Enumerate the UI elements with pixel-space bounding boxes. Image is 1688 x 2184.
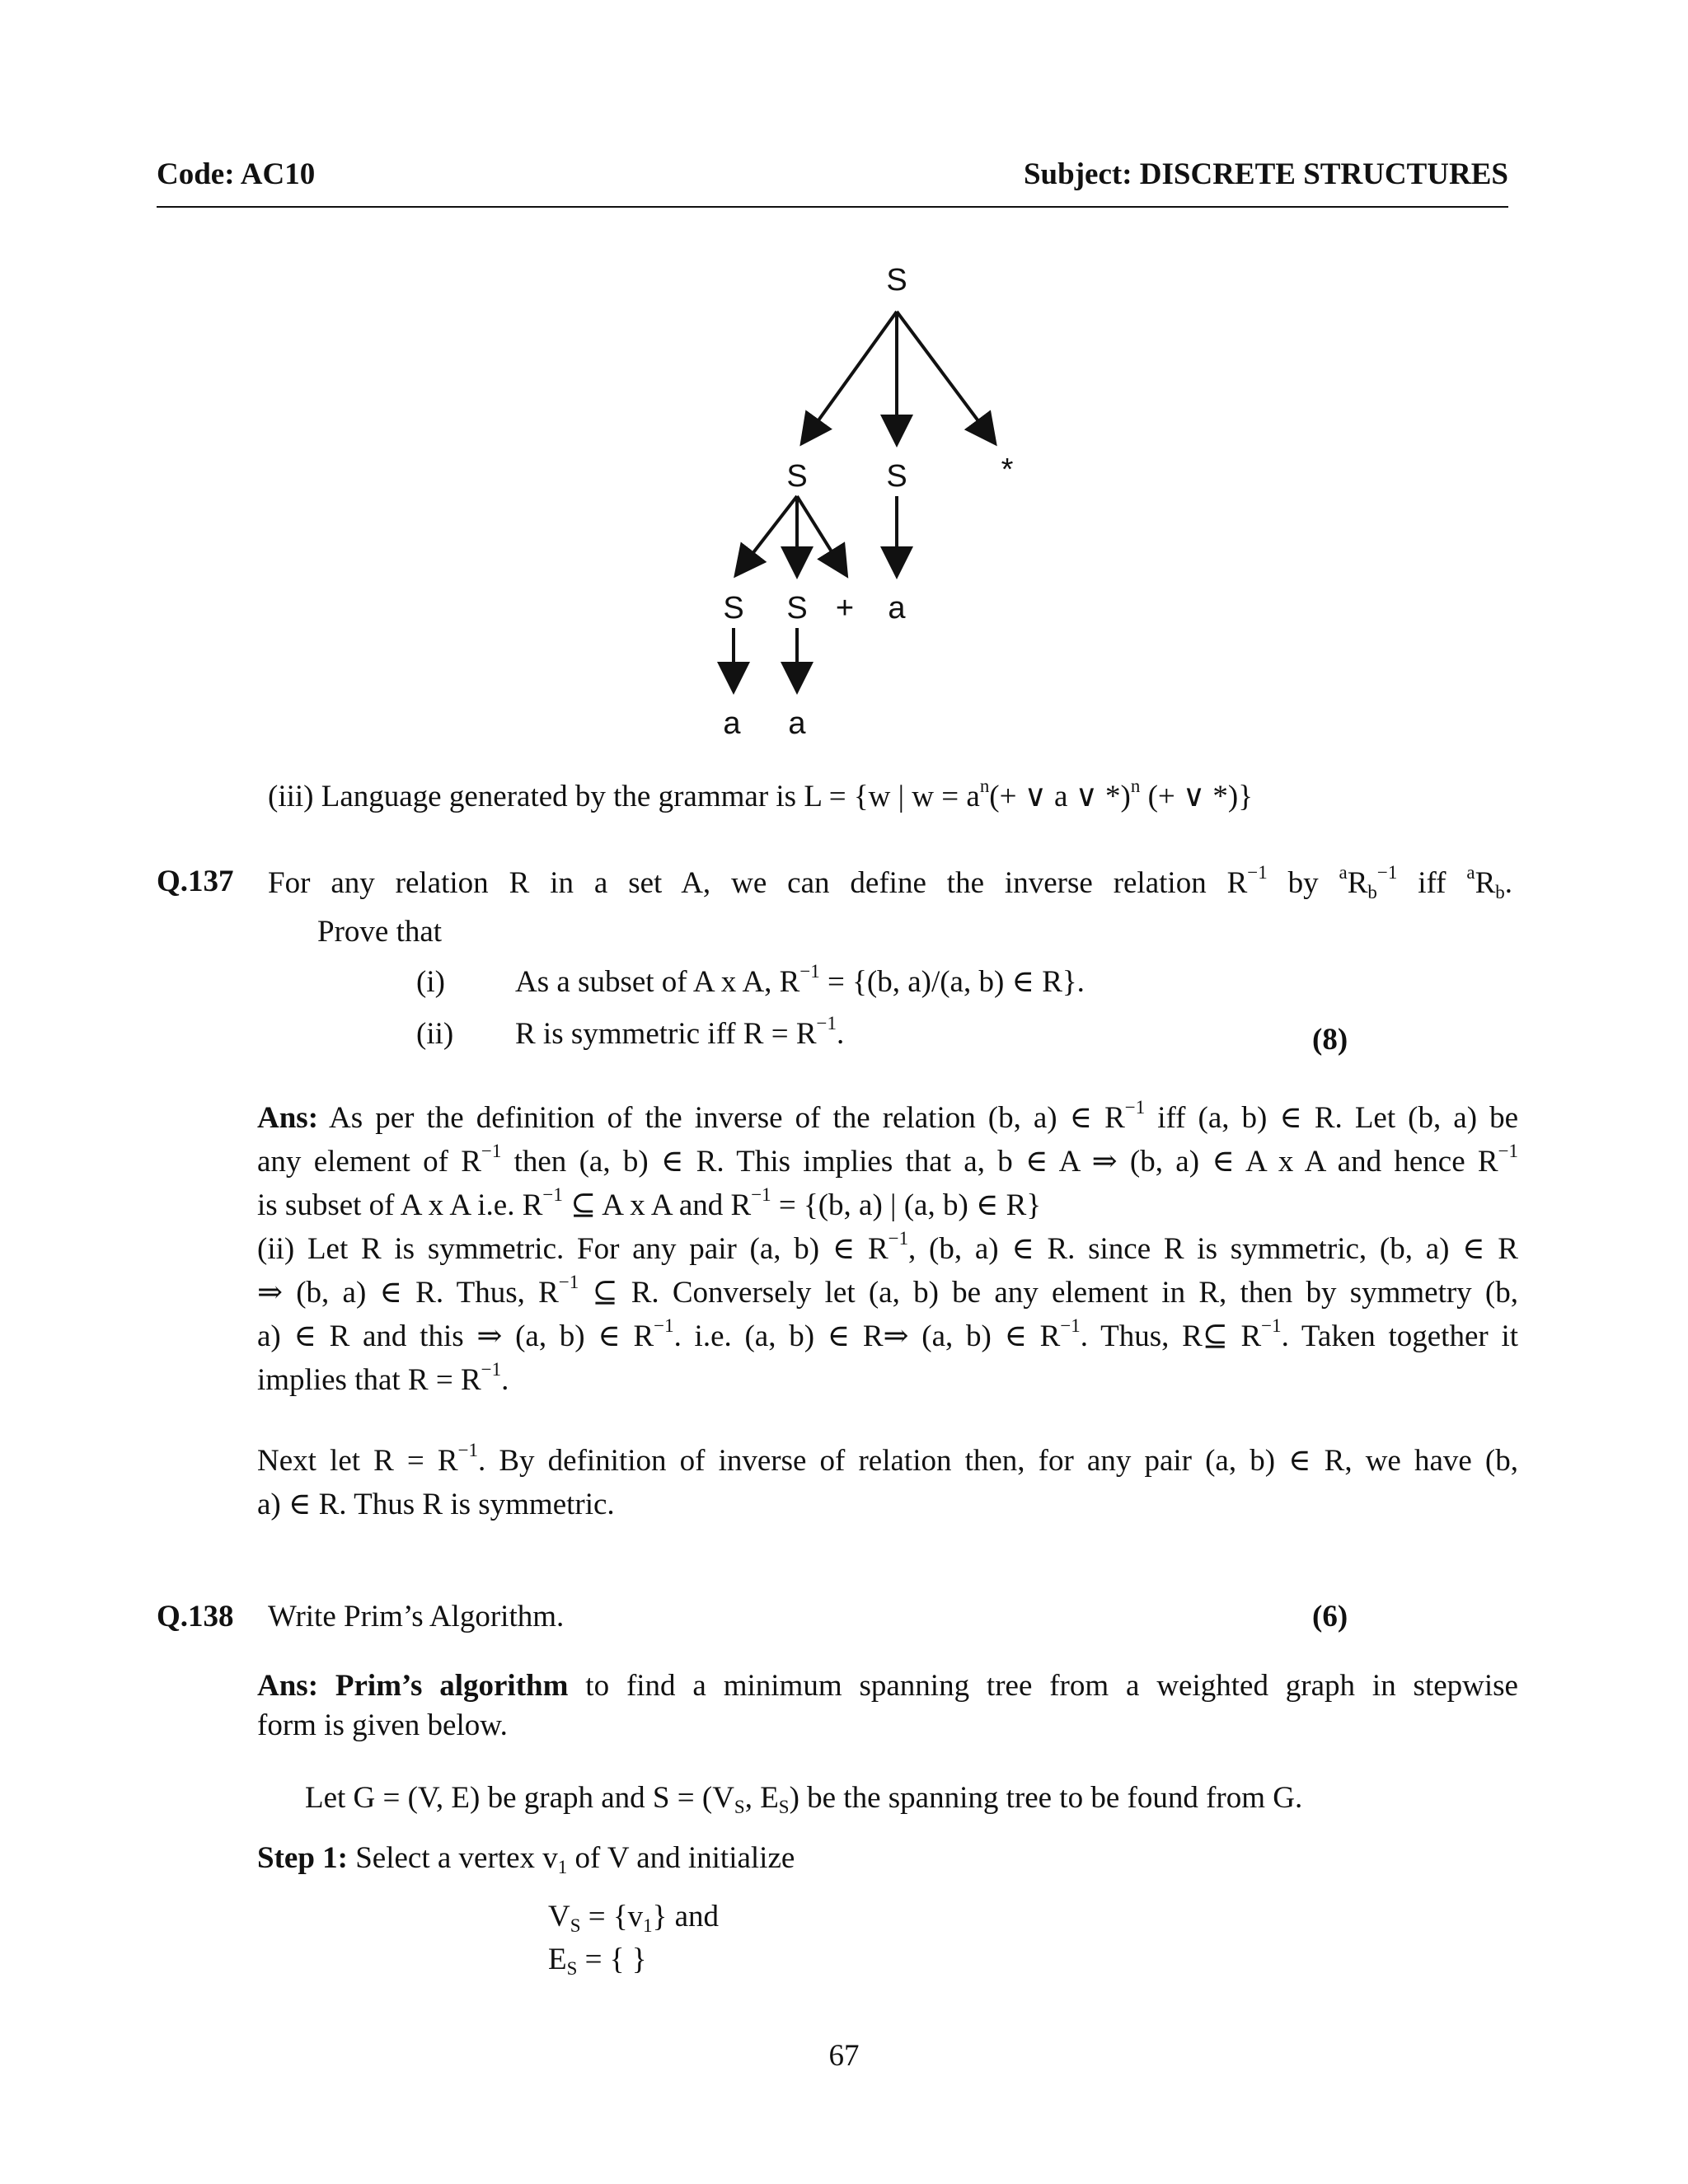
- q137-prove: Prove that: [317, 915, 443, 949]
- q137-item1-label: (i): [416, 965, 445, 999]
- q138-init: $V_S = \{v_1\}$ and $E_S$ = { }: [548, 1900, 720, 1979]
- tree-node: S: [723, 591, 744, 626]
- page-number: 67: [828, 2039, 860, 2073]
- q137-marks: (8): [1312, 1023, 1348, 1057]
- q137-item1: As a subset of A x A, $R^{-1} = \{(b$, a)/(a, b) ∈ R}.: [515, 960, 1085, 999]
- tree-edge: [897, 312, 993, 441]
- parse-tree-diagram: [0, 0, 1688, 758]
- q138-answer: Ans: Prim’s algorithm to find a minimum spanning tree from a weighted graph in stepwise form is given below.: [257, 1669, 1518, 1742]
- question-number-138: Q.138: [157, 1600, 234, 1633]
- tree-node: a: [888, 591, 906, 626]
- q138-step1: Step 1: Select a vertex $v_1$ of V and initialize: [257, 1841, 795, 1877]
- q138-question: Write Prim’s Algorithm.: [268, 1600, 565, 1633]
- q138-let-line: Let G = (V, E) be graph and $S = (V_S$, $E_S$) be the spanning tree to be found from G.: [305, 1781, 1303, 1817]
- tree-edge: [804, 312, 897, 441]
- question-number-137: Q.137: [157, 865, 234, 898]
- q137-answer-next: Next let $R = R^{-1}$. By definition of inverse of relation then, for any pair (a, b) ∈ R, we have (b, a) ∈ R. Thus R is symmetric.: [257, 1439, 1518, 1521]
- tree-node: *: [1001, 452, 1014, 487]
- tree-node: S: [786, 591, 808, 626]
- q137-item2: R is symmetric iff $R = R^{-1}$.: [515, 1012, 845, 1051]
- header-subject: Subject: DISCRETE STRUCTURES: [1023, 157, 1508, 191]
- tree-node: S: [886, 459, 907, 494]
- q138-marks: (6): [1312, 1600, 1348, 1633]
- q137-intro: For any relation R in a set A, we can define the inverse relation $R^{-1}$ by $^aR_b^{-1}$ iff $^aR_b$.: [268, 861, 1512, 902]
- tree-node: a: [723, 706, 741, 741]
- tree-edge: [738, 496, 797, 573]
- tree-node: a: [788, 706, 806, 741]
- tree-node: S: [786, 459, 808, 494]
- q137-item2-label: (ii): [416, 1017, 454, 1051]
- tree-node-root: S: [886, 263, 907, 298]
- tree-node: +: [835, 591, 855, 626]
- tree-edge: [797, 496, 845, 573]
- header-code: Code: AC10: [157, 157, 316, 191]
- q137-answer: Ans: As per the definition of the inverse of the relation (b, a) ∈ $R^{-1}$ iff (a, b) ∈ R. Let (b, a) be any element of $R^{-1}$ then (a, b) ∈ R. This implies that a, b ∈ A ⇒ (b, a) ∈ A x A and hence $R^{-1}$ is subset of A x A i.e. $R^{-1}$ ⊆ A x A and $R^{-1} = \{(b$, a) | (a, b) ∈ R} (ii) Let R is symmetric. For any pair (a, b) ∈ $R^{-1}$, (b, a) ∈ R. since R is symmetric, (b, a) ∈ R ⇒ (b, a) ∈ R. Thus, $R^{-1}$ ⊆ R. Conversely let (a, b) be any element in R, then by symmetry (b, a) ∈ R and this ⇒ (a, b) ∈ $R^{-1}$. i.e. (a, b) ∈ R⇒ (a, b) ∈ $R^{-1}$. Thus, R⊆ $R^{-1}$. Taken together it implies that $R = R^{-1}$.: [257, 1096, 1519, 1397]
- language-line: (iii) Language generated by the grammar is L = {w | $w = a^n(+$ ∨ a ∨ *)$^n$ (+ ∨ *)}: [268, 775, 1253, 813]
